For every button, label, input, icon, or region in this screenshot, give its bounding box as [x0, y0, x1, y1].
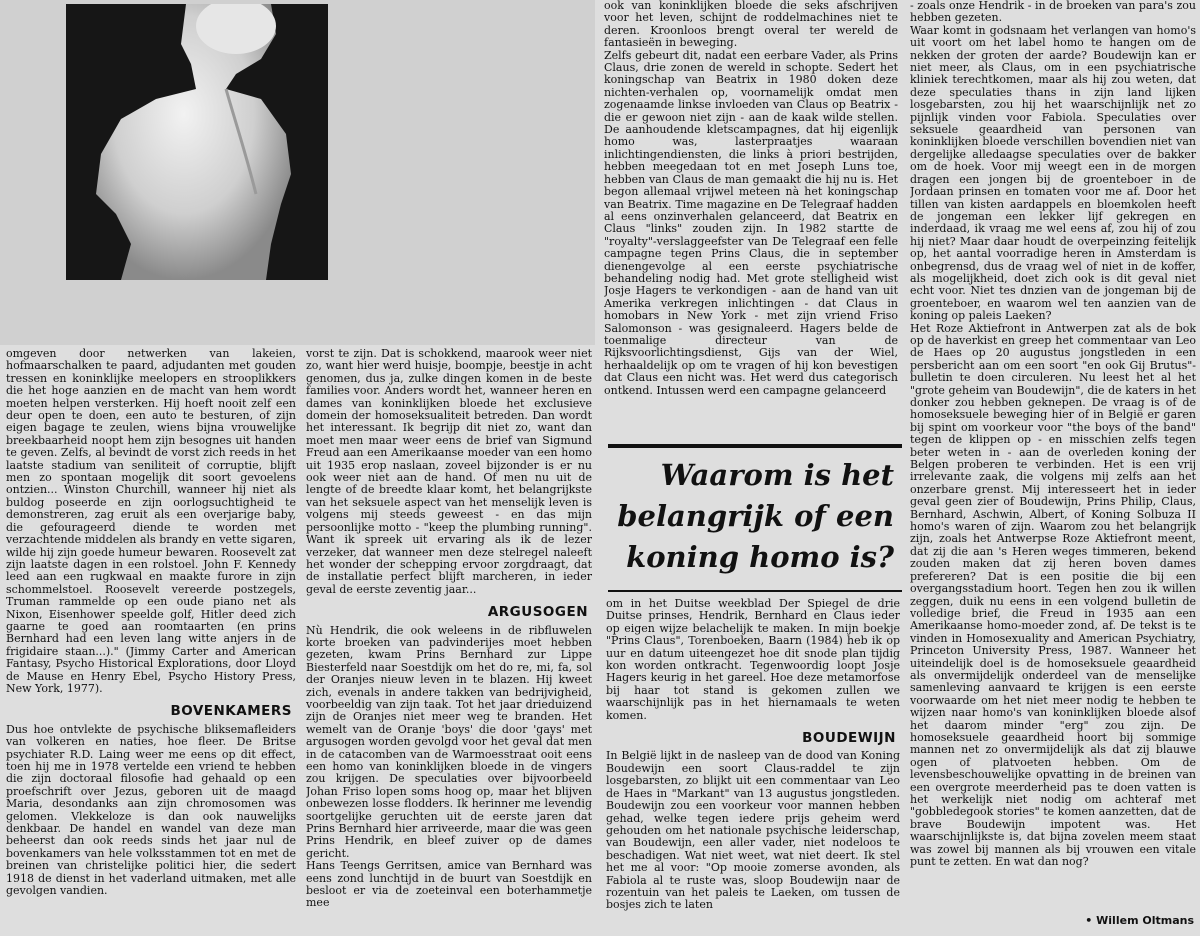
byline: • Willem Oltmans [1085, 914, 1194, 927]
bust-photograph [66, 4, 328, 280]
column-middle-right [606, 598, 900, 934]
column-right [910, 0, 1196, 910]
bust-image [86, 4, 306, 280]
headline-line: Waarom is het [660, 458, 894, 492]
headline-line: koning homo is? [626, 540, 894, 574]
paragraph: omgeven door netwerken van lakeien, hofmaarschalken te paard, adjudanten met gouden tressen en koninklijke meelopers en strooplikkers die het hoge aanzien en de macht van hem wordt moeten helpen versterken. Hij hoeft nooit zelf een deur open te doen, een auto te besturen, of zijn eigen bagage te zeulen, wiens bijna vrouwelijke breekbaarheid noopt hem zijn besognes uit handen te geven. Zelfs, al bevindt de vorst zich reeds in het laatste stadium van seniliteit of corruptie, blijft men zo spontaan mogelijk dit soort gevoelens ontzien... Winston Churchill, wanneer hij niet als buldog poseerde en zijn oorlogsuchtigheid te demonstreren, zag eruit als een overjarige baby, die gefourageerd diende te worden met verzachtende middelen als brandy en vette sigaren, wilde hij zijn goede humeur bewaren. Roosevelt zat zijn laatste dagen in een rolstoel. John F. Kennedy leed aan een rugkwaal en maakte furore in zijn schommelstoel. Roosevelt vereerde postzegels, Truman rammelde op een oude piano net als Nixon, Eisenhower speelde golf, Hitler deed zich gaarne te goed aan roomtaarten (en prins Bernhard had een leven lang witte anjers in de frigidaire staan...)." (Jimmy Carter and American Fantasy, Psycho Historical Explorations, door Lloyd de Mause en Henry Ebel, Psycho History Press, New York, 1977). [6, 348, 296, 695]
column-top-middle [604, 0, 898, 432]
subheading-boudewijn: BOUDEWIJN [802, 730, 896, 747]
subheading-argusogen: ARGUSOGEN [487, 604, 588, 621]
paragraph: Hans Teengs Gerritsen, amice van Bernhard was eens zond lunchtijd in de buurt van Soestdijk en besloot er via de zoeteinval een boterhammetje mee [306, 859, 592, 910]
headline-bottom-rule [608, 590, 902, 592]
headline-top-rule [608, 444, 902, 448]
column-middle-left [306, 348, 592, 934]
column-left [6, 348, 296, 934]
photo-area [0, 0, 595, 345]
paragraph: - zoals onze Hendrik - in de broeken van para's zou hebben gezeten. [910, 0, 1196, 25]
headline [608, 455, 894, 578]
subheading-bovenkamers: BOVENKAMERS [170, 703, 292, 720]
paragraph: vorst te zijn. Dat is schokkend, maarook weer niet zo, want hier werd huisje, boompje, beestje in acht genomen, dus ja, zulke dingen komen in de beste families voor. Anders wordt het, wanneer heren en dames van koninklijken bloede het exclusieve domein der homoseksualiteit betreden. Dan wordt het interessant. Ik begrijp dit niet zo, want dan moet men maar weer eens de brief van Sigmund Freud aan een Amerikaanse moeder van een homo uit 1935 erop naslaan, zoveel bijzonder is er nu ook weer niet aan de hand. Of men nu uit de lengte of de breedte klaar komt, het belangrijkste van het seksuele aspect van het menselijk leven is volgens mij steeds geweest - en das mijn persoonlijke motto - "keep the plumbing running". Want ik spreek uit ervaring als ik de lezer verzeker, dat wanneer men deze stelregel naleeft het wonder der schepping ervoor zorgdraagt, dat de installatie perfect blijft marcheren, in ieder geval de eerste zeventig jaar... [306, 348, 592, 596]
paragraph: om in het Duitse weekblad Der Spiegel de drie Duitse prinses, Hendrik, Bernhard en Claus ieder op eigen wijze belachelijk te maken. In mijn boekje "Prins Claus", Torenboeken, Baarn (1984) heb ik op uur en datum uiteengezet hoe dit snode plan tijdig kon worden ontkracht. Tegenwoordig loopt Josje Hagers keurig in het gareel. Hoe deze metamorfose bij haar tot stand is gekomen zullen we waarschijnlijk pas in het hiernamaals te weten komen. [606, 598, 900, 722]
paragraph: Waar komt in godsnaam het verlangen van homo's uit voort om het label homo te hangen om de nekken der groten der aarde? Boudewijn kan er niet meer, als Claus, om in een psychiatrische kliniek terechtkomen, maar als hij zou weten, dat deze speculaties thans in zijn land lijken losgebarsten, zou hij het waarschijnlijk net zo pijnlijk vinden voor Fabiola. Speculaties over seksuele geaardheid van personen van koninklijken bloede verschillen bovendien niet van dergelijke alledaagse speculaties over de bakker om de hoek. Voor mij weegt een in de morgen dragen een jongen bij de groenteboer in de Jordaan prinsen en tomaten voor me af. Door het tillen van kisten aardappels en bloemkolen heeft de jongeman een lekker lijf gekregen en inderdaad, ik vraag me wel eens af, zou hij of zou hij niet? Maar daar houdt de overpeinzing feitelijk op, het aantal voorradige heren in Amsterdam is onbegrensd, dus de vraag wel of niet in de koffer, als mogelijkheid, doet zich ook is dit geval niet echt voor. Niet tes dnzien van de jongeman bij de groenteboer, en waarom wel ten aanzien van de koning op paleis Laeken? [910, 23, 1196, 323]
headline-line: belangrijk of een [617, 499, 894, 533]
paragraph: Het Roze Aktiefront in Antwerpen zat als de bok op de haverkist en greep het commentaar van Leo de Haes op 20 augustus jongstleden in een persbericht aan om een soort "en ook Gij Brutus"-bulletin te doen circuleren. Nu leest het al het "grote geheim van Boudewijn", die de katers in het donker zou hebben geknepen. De vraag is of de homoseksuele beweging hier of in België er garen bij spint om voorkeur voor "the boys of the band" tegen de klippen op - en misschien zelfs tegen beter weten in - aan de overleden koning der Belgen proberen te verbinden. Het is een vrij irrelevante zaak, die volgens mij zelfs aan het onzerbare grenst. Mij interesseert het in ieder geval geen zier of Boudewijn, Prins Philip, Claus, Bernhard, Aschwin, Albert, of Koning Solbuza II homo's waren of zijn. Waarom zou het belangrijk zijn, zoals het Antwerpse Roze Aktiefront meent, dat zij die aan 's Heren weges timmeren, bekend zouden maken dat zij heren boven dames prefereren? Dat is een positie die bij een overgangsstadium hoort. Tegen hen zou ik willen zeggen, duik nu eens in een volgend bulletin de volledige brief, die Freud in 1935 aan een Amerikaanse homo-moeder zond, af. De tekst is te vinden in Homosexuality and American Psychiatry, Princeton University Press, 1987. Wanneer het uiteindelijk doel is de homoseksuele geaardheid als onvermijdelijk onderdeel van de menselijke samenleving aanvaard te krijgen is een eerste voorwaarde om het niet meer nodig te hebben te wijzen naar homo's van koninklijken bloede alsof het daarom minder "erg" zou zijn. De homoseksuele geaardheid hoort bij sommige mannen net zo onvermijdelijk als dat zij blauwe ogen of platvoeten hebben. Om de levensbeschouwelijke opvatting in de breinen van een overgrote meerderheid pas te doen vatten is het werkelijk niet nodig om achteraf met "gobbledegook stories" te komen aanzetten, dat de brave Boudewijn impotent was. Het waarschijnlijkste is, dat bijna zovelen meem staat was zowel bij mannen als bij vrouwen een vitale punt te zetten. En wat dan nog? [910, 321, 1196, 869]
paragraph: Nù Hendrik, die ook weleens in de ribfluwelen korte broeken van padvinderijes moet hebben gezeten, kwam Prins Bernhard zur Lippe Biesterfeld naar Soestdijk om het do re, mi, fa, sol der Oranjes nieuw leven in te blazen. Hij kweet zich, evenals in andere takken van bedrijvigheid, voorbeeldig van zijn taak. Tot het jaar drieduizend zijn de Oranjes niet meer weg te branden. Het wemelt van de Oranje 'boys' die door 'gays' met argusogen worden gevolgd voor het geval dat men in de catacomben van de Warmoesstraat ooit eens een homo van koninklijken bloede in de vingers zou krijgen. De speculaties over bijvoorbeeld Johan Friso lopen soms hoog op, maar het blijven onbewezen losse flodders. Ik herinner me levendig soortgelijke geruchten uit de eerste jaren dat Prins Bernhard hier arriveerde, maar die was geen Prins Hendrik, en bleef zuiver op de dames gericht. [306, 623, 592, 860]
paragraph: Zelfs gebeurt dit, nadat een eerbare Vader, als Prins Claus, drie zonen de wereld in schopte. Sedert het koningschap van Beatrix in 1980 doken deze nichten-verhalen op, voornamelijk omdat men zogenaamde linkse invloeden van Claus op Beatrix - die er gewoon niet zijn - aan de kaak wilde stellen. De aanhoudende kletscampagnes, dat hij eigenlijk homo was, lasterpraatjes waaraan inlichtingendiensten, die links à priori bestrijden, hebben meegedaan tot en met Joseph Luns toe, hebben van Claus de man gemaakt die hij nu is. Het begon allemaal vrijwel meteen nà het koningschap van Beatrix. Time magazine en De Telegraaf hadden al eens onzinverhalen gelanceerd, dat Beatrix en Claus "links" zouden zijn. In 1982 startte de "royalty"-verslaggeefster van De Telegraaf een felle campagne tegen Prins Claus, die in september dienengevolge al een eerste psychiatrische behandeling nodig had. Met grote stelligheid wist Josje Hagers te verkondigen - aan de hand van uit Amerika verkregen inlichtingen - dat Claus in homobars in New York - met zijn vriend Friso Salomonson - was gesignaleerd. Hagers belde de toenmalige directeur van de Rijksvoorlichtingsdienst, Gijs van der Wiel, herhaaldelijk op om te vragen of hij kon bevestigen dat Claus een nicht was. Het werd dus categorisch ontkend. Intussen werd een campagne gelanceerd [604, 48, 898, 397]
paragraph: Dus hoe ontvlekte de psychische bliksemafleiders van volkeren en naties, hoe fleer. De Britse psychiater R.D. Laing weer me eens op dit effect, toen hij me in 1978 vertelde een vriend te hebben die zijn doctoraal filosofie had gehaald op een proefschrift over Jezus, geboren uit de maagd Maria, desondanks aan zijn chromosomen was gelomen. Vlekkeloze is dan ook nauwelijks denkbaar. De handel en wandel van deze man beheerst dan ook reeds sinds het jaar nul de bovenkamers van hele volksstammen tot en met de breinen van christelijke politici hier, die sedert 1918 de dienst in het vaderland uitmaken, met alle gevolgen vandien. [6, 722, 296, 898]
paragraph: In België lijkt in de nasleep van de dood van Koning Boudewijn een soort Claus-raddel te zijn losgebarsten, zo blijkt uit een commentaar van Leo de Haes in "Markant" van 13 augustus jongstleden. Boudewijn zou een voorkeur voor mannen hebben gehad, welke tegen iedere prijs geheim werd gehouden om het nationale psychische leiderschap, van Boudewijn, een aller vader, niet nodeloos te beschadigen. Wat niet weet, wat niet deert. Ik stel het me al voor: "Op mooie zomerse avonden, als Fabiola al te ruste was, sloop Boudewijn naar de rozentuin van het paleis te Laeken, om tussen de bosjes zich te laten [606, 749, 900, 912]
paragraph: ook van koninklijken bloede die seks afschrijven voor het leven, schijnt de roddelmachines niet te deren. Kroonloos brengt overal ter wereld de fantasieën in beweging. [604, 0, 898, 50]
